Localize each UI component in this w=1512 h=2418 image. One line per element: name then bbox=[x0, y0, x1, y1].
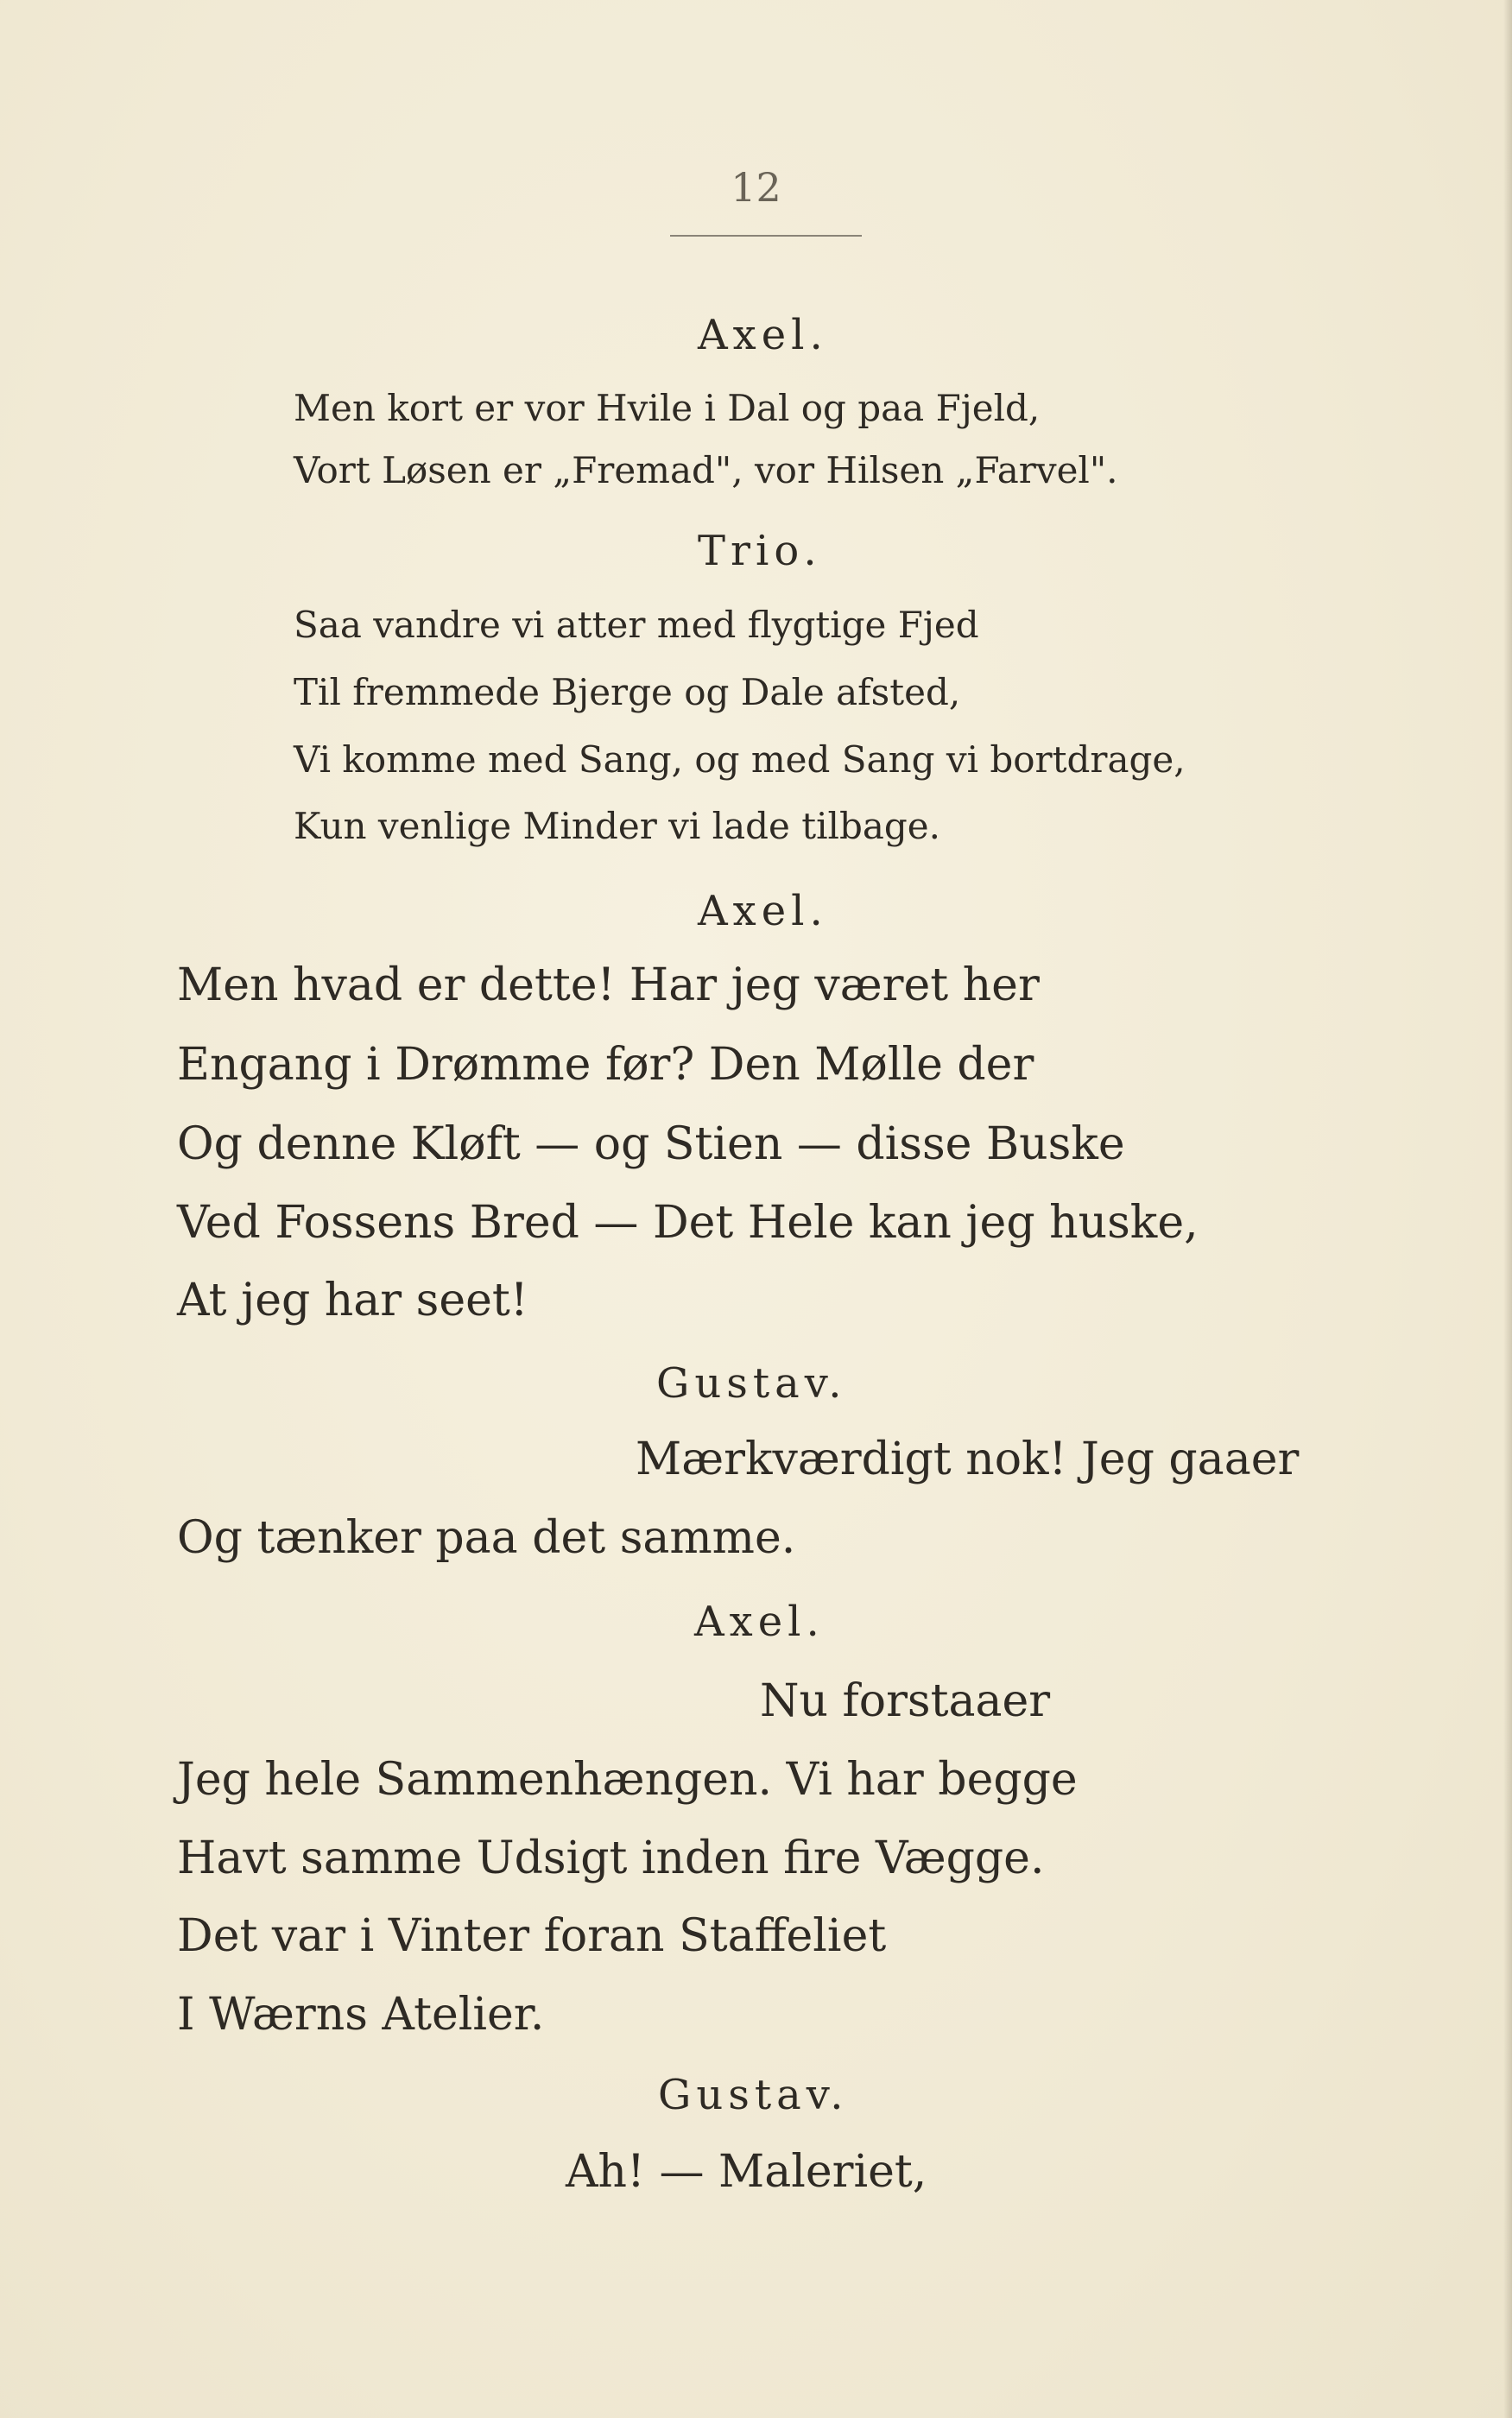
verse-line: Jeg hele Sammenhængen. Vi har begge bbox=[177, 1754, 1078, 1806]
verse-line: Mærkværdigt nok! Jeg gaaer bbox=[636, 1434, 1300, 1485]
verse-line: Ved Fossens Bred — Det Hele kan jeg huske, bbox=[177, 1197, 1199, 1249]
verse-line: I Wærns Atelier. bbox=[177, 1989, 545, 2041]
speaker-name: Axel. bbox=[698, 887, 828, 935]
verse-line: Saa vandre vi atter med flygtige Fjed bbox=[294, 604, 979, 646]
verse-line: Det var i Vinter foran Staffeliet bbox=[177, 1910, 887, 1962]
speaker-name: Axel. bbox=[694, 1598, 825, 1646]
verse-line: Men kort er vor Hvile i Dal og paa Fjeld, bbox=[294, 387, 1041, 429]
verse-line: Og denne Kløft — og Stien — disse Buske bbox=[177, 1118, 1125, 1170]
page-edge-shadow bbox=[1503, 0, 1512, 2418]
header-rule bbox=[670, 235, 862, 237]
verse-line: Men hvad er dette! Har jeg været her bbox=[177, 959, 1040, 1011]
verse-line: Vi komme med Sang, og med Sang vi bortdrage, bbox=[294, 738, 1186, 781]
verse-line: Kun venlige Minder vi lade tilbage. bbox=[294, 805, 940, 847]
speaker-name: Trio. bbox=[698, 527, 822, 575]
speaker-name: Axel. bbox=[698, 311, 828, 359]
speaker-name: Gustav. bbox=[658, 2071, 849, 2119]
page-number: 12 bbox=[731, 164, 781, 211]
verse-line: Ah! — Maleriet, bbox=[566, 2146, 927, 2198]
verse-line: Til fremmede Bjerge og Dale afsted, bbox=[294, 671, 961, 713]
verse-line: Engang i Drømme før? Den Mølle der bbox=[177, 1039, 1034, 1091]
verse-line: Nu forstaaer bbox=[760, 1675, 1051, 1727]
verse-line: Og tænker paa det samme. bbox=[177, 1512, 796, 1564]
verse-line: Havt samme Udsigt inden fire Vægge. bbox=[177, 1832, 1045, 1884]
verse-line: Vort Løsen er „Fremad", vor Hilsen „Farvel". bbox=[294, 449, 1118, 491]
verse-line: At jeg har seet! bbox=[177, 1275, 528, 1326]
speaker-name: Gustav. bbox=[656, 1359, 847, 1408]
